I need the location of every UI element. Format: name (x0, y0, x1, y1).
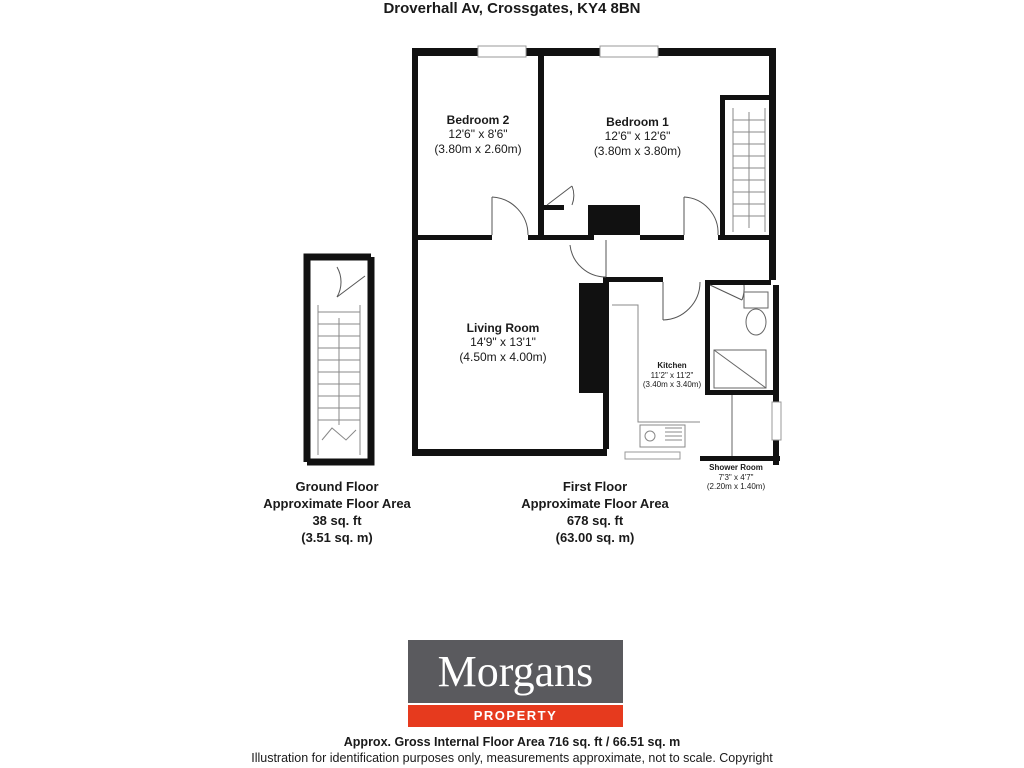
room-dimension-imperial: 14'9" x 13'1" (470, 335, 536, 350)
floor-name: First Floor (562, 479, 628, 494)
ground-floor-plan (307, 257, 371, 462)
room-label-bedroom-2 (418, 113, 538, 156)
room-name: Kitchen (657, 361, 687, 370)
shower-fixtures (714, 292, 768, 456)
floor-area-sqm: (3.51 sq. m) (301, 529, 373, 545)
room-dimension-metric: (3.80m x 2.60m) (434, 141, 522, 156)
room-name: Bedroom 2 (446, 113, 510, 127)
room-dimension-imperial: 7'3" x 4'7" (718, 472, 754, 482)
room-label-kitchen (636, 361, 708, 390)
floor-area-sqft: 38 sq. ft (312, 512, 362, 528)
room-dimension-imperial: 12'6" x 12'6" (604, 129, 671, 144)
first-floor-stairs (733, 108, 765, 232)
ground-door (337, 267, 365, 297)
room-name: Shower Room (709, 463, 763, 472)
logo-wordmark: Morgans (408, 640, 623, 703)
logo-tagline: PROPERTY (408, 705, 623, 727)
floor-area-sqft: 678 sq. ft (566, 512, 624, 528)
floor-area-label: Approximate Floor Area (263, 495, 411, 511)
floor-area-label: Approximate Floor Area (521, 495, 669, 511)
room-dimension-metric: (3.80m x 3.80m) (593, 143, 682, 158)
room-label-shower-room (700, 463, 772, 492)
room-label-bedroom-1 (570, 115, 705, 158)
room-name: Bedroom 1 (606, 115, 669, 129)
room-label-living-room (438, 321, 568, 364)
room-dimension-imperial: 12'6" x 8'6" (448, 127, 508, 142)
room-dimension-metric: (4.50m x 4.00m) (459, 349, 547, 364)
floor-name: Ground Floor (295, 479, 379, 494)
page-title: Droverhall Av, Crossgates, KY4 8BN (383, 0, 641, 17)
morgans-property-logo (408, 640, 623, 727)
gross-floor-area: Approx. Gross Internal Floor Area 716 sq. ft / 66.51 sq. m (343, 735, 681, 749)
room-dimension-imperial: 11'2" x 11'2" (650, 370, 694, 380)
ground-floor-area (237, 479, 437, 547)
ground-stairs (318, 305, 360, 455)
disclaimer: Illustration for identification purposes only, measurements approximate, not to scale. Copyright (251, 751, 773, 765)
first-floor-plan (412, 46, 781, 465)
room-name: Living Room (466, 321, 540, 335)
room-dimension-metric: (3.40m x 3.40m) (642, 380, 702, 390)
first-floor-area (495, 479, 695, 547)
floor-area-sqm: (63.00 sq. m) (555, 529, 635, 545)
room-dimension-metric: (2.20m x 1.40m) (706, 482, 766, 492)
